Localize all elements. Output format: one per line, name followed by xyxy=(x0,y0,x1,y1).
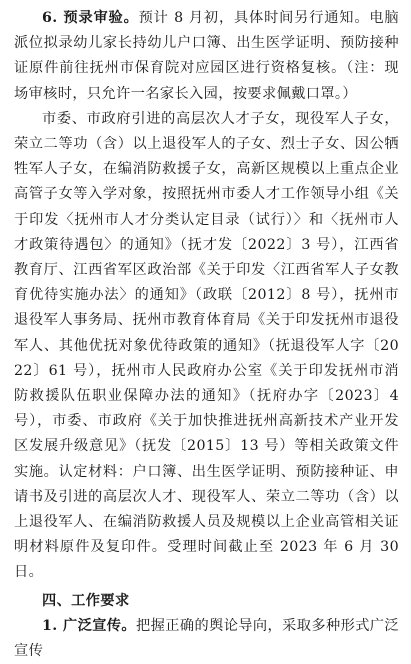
review-heading: 6. 预录审验。 xyxy=(42,10,139,26)
review-body: 预计 8 月初，具体时间另行通知。电脑派位拟录幼儿家长持幼儿户口簿、出生医学证明、预防接种证原件前往抚州市保育院对应园区进行资格复核。（注：现场审核时，只允许一名家长入园，按要求佩戴口罩。） xyxy=(14,10,399,102)
section-heading-work-requirements: 四、工作要求 xyxy=(42,592,130,609)
policy-body: 市委、市政府引进的高层次人才子女，现役军人子女，荣立二等功（含）以上退役军人的子女、烈士子女、因公牺牲军人子女，在编消防救援子女，高新区规模以上重点企业高管子女等入学对象，按照抚州市委人才工作领导小组《关于印发〈抚州市人才分类认定目录（试行）〉和〈抚州市人才政策待遇包〉的通知》（抚才发〔2022〕3 号），江西省教育厅、江西省军区政治部《关于印发〈江西省军人子女教育优待实施办法〉的通知》（政联〔2012〕8 号），抚州市退役军人事务局、抚州市教育体育局《关于印发抚州市退役军人、其他优抚对象优待政策的通知》（抚退役军人字〔2022〕61 号），抚州市人民政府办公室《关于印发抚州市消防救援队伍职业保障办法的通知》（抚府办字〔2023〕4 号），市委、市政府《关于加快推进抚州高新技术产业开发区发展升级意见》（抚发〔2015〕13 号）等相关政策文件实施。认定材料：户口簿、出生医学证明、预防接种证、申请书及引进的高层次人才、现役军人、荣立二等功（含）以上退役军人、在编消防救援人员及规模以上企业高管相关证明材料原件及复印件。受理时间截止至 2023 年 6 月 30 日。 xyxy=(14,110,399,581)
review-paragraph xyxy=(14,6,399,107)
publicity-body: 把握正确的舆论导向，采取多种形式广泛宣传 xyxy=(14,617,400,660)
publicity-heading: 1. 广泛宣传。 xyxy=(42,617,137,634)
document-page xyxy=(14,6,399,664)
publicity-paragraph xyxy=(14,614,399,664)
policy-paragraph xyxy=(14,107,399,586)
